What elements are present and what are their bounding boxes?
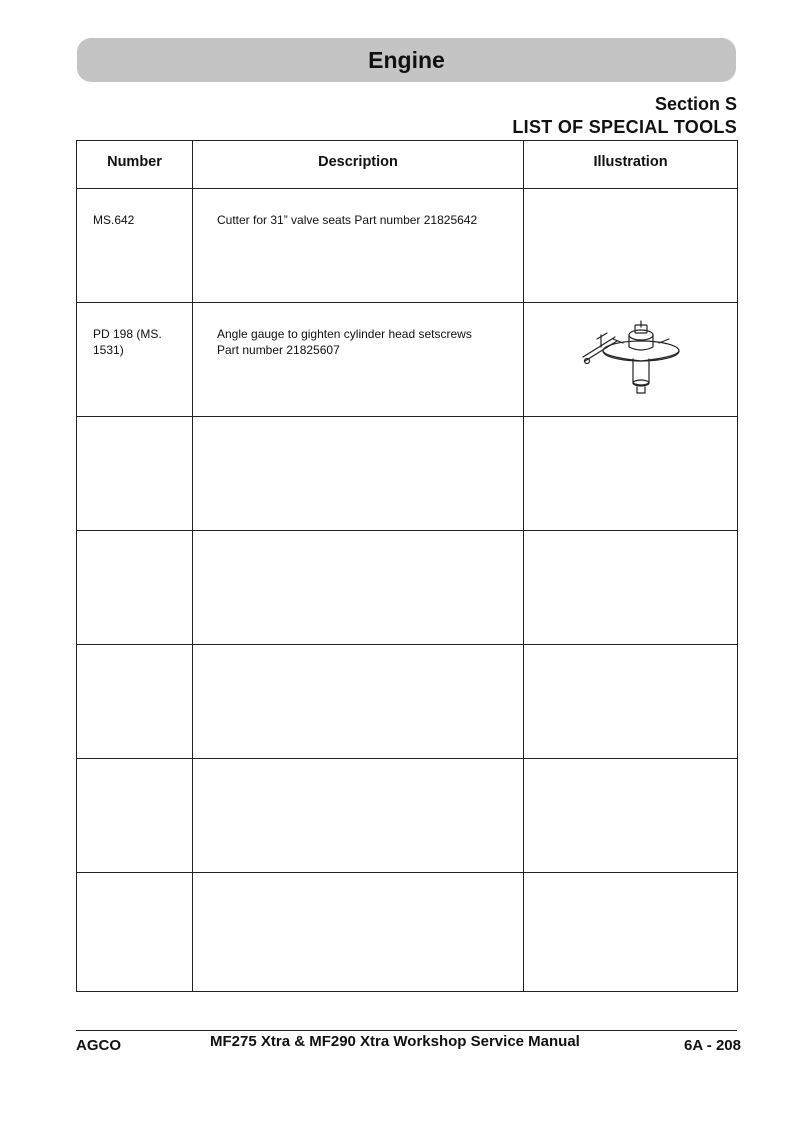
tool-number: PD 198 (MS. 1531) [93, 327, 162, 357]
footer-page-number: 6A - 208 [684, 1037, 741, 1054]
column-header-description: Description [193, 141, 524, 189]
table-header-row [77, 141, 738, 189]
column-header-number: Number [77, 141, 193, 189]
table-row [77, 531, 738, 645]
footer-manual-title: MF275 Xtra & MF290 Xtra Workshop Service Manual [210, 1033, 580, 1050]
tool-illustration-cell [524, 645, 738, 759]
tool-description-cell [193, 189, 524, 303]
tool-illustration-cell [524, 417, 738, 531]
tool-number-cell [77, 873, 193, 992]
tool-description-cell [193, 873, 524, 992]
tool-description-cell [193, 417, 524, 531]
column-header-illustration: Illustration [524, 141, 738, 189]
tool-description-cell [193, 759, 524, 873]
footer-brand: AGCO [76, 1037, 121, 1054]
tool-illustration-cell [524, 531, 738, 645]
tool-number-cell [77, 645, 193, 759]
description-line: Angle gauge to gighten cylinder head setscrews [217, 327, 472, 341]
angle-gauge-tool-icon [579, 317, 683, 397]
tool-number: MS.642 [93, 213, 135, 227]
tool-description-cell [193, 531, 524, 645]
footer-divider [76, 1030, 737, 1031]
tool-number-cell [77, 189, 193, 303]
table-row [77, 303, 738, 417]
table-row [77, 873, 738, 992]
table-row [77, 645, 738, 759]
tool-illustration-cell [524, 873, 738, 992]
table-row [77, 189, 738, 303]
tool-description-cell [193, 645, 524, 759]
page-title: Engine [368, 46, 445, 73]
tool-description [193, 189, 523, 228]
page-header-bar [77, 38, 736, 82]
section-subtitle: LIST OF SPECIAL TOOLS [512, 117, 737, 137]
tool-illustration-cell [524, 759, 738, 873]
tool-number-cell [77, 303, 193, 417]
tool-illustration-cell [524, 303, 738, 417]
tool-illustration-cell [524, 189, 738, 303]
tool-number-cell [77, 759, 193, 873]
section-label: Section S [654, 94, 737, 114]
table-row [77, 759, 738, 873]
section-heading [512, 93, 737, 139]
tool-number-cell [77, 417, 193, 531]
special-tools-table [76, 140, 738, 992]
tool-number-cell [77, 531, 193, 645]
tool-description [193, 303, 523, 358]
description-line: Cutter for 31” valve seats Part number 21825642 [217, 213, 478, 227]
table-row [77, 417, 738, 531]
description-line: Part number 21825607 [217, 343, 340, 357]
tool-description-cell [193, 303, 524, 417]
